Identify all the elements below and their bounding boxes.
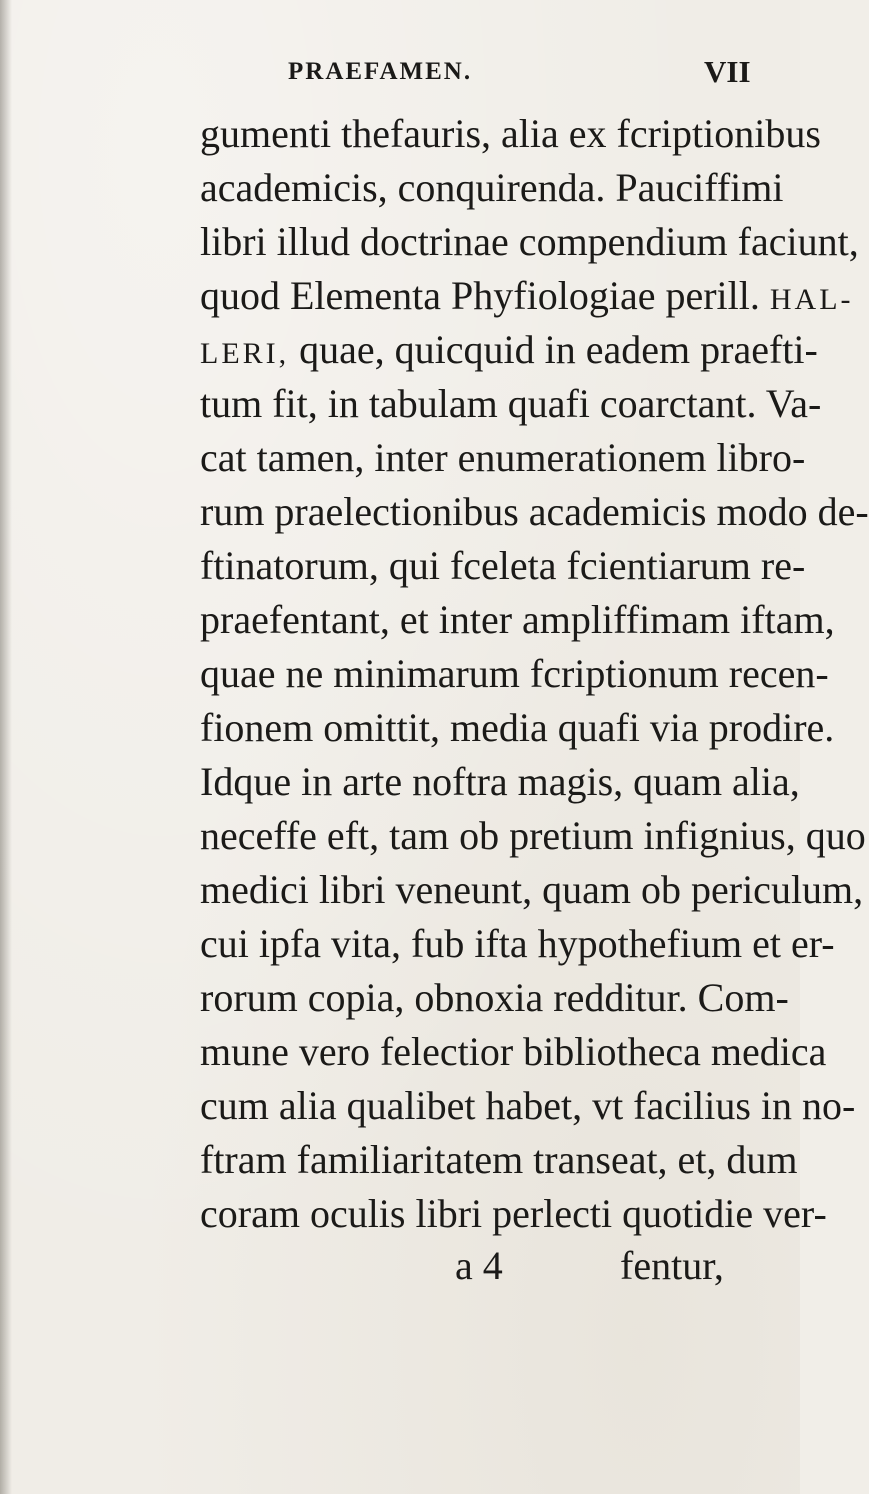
text-line-16: cui ipfa vita, fub ifta hypothefium et er- bbox=[200, 921, 835, 966]
text-line-10: praefentant, et inter ampliffimam iftam, bbox=[200, 597, 835, 642]
binding-shadow bbox=[0, 0, 12, 1494]
running-head-title: PRAEFAMEN. bbox=[288, 58, 473, 85]
catchword: fentur, bbox=[620, 1243, 724, 1288]
text-line-12: fionem omittit, media quafi via prodire. bbox=[200, 705, 835, 750]
text-line-4 bbox=[200, 272, 854, 324]
smallcaps-leri: LERI, bbox=[200, 337, 290, 370]
text-line-18: mune vero felectior bibliotheca medica bbox=[200, 1029, 827, 1074]
text-line-13: Idque in arte noftra magis, quam alia, bbox=[200, 759, 800, 804]
signature-mark: a 4 bbox=[455, 1243, 503, 1288]
text-line-20: ftram familiaritatem transeat, et, dum bbox=[200, 1137, 798, 1182]
text-line-3: libri illud doctrinae compendium faciunt, bbox=[200, 219, 859, 264]
text-line-21: coram oculis libri perlecti quotidie ver- bbox=[200, 1191, 827, 1236]
text-line-5 bbox=[200, 326, 818, 378]
text-line-19: cum alia qualibet habet, vt facilius in no- bbox=[200, 1083, 856, 1128]
text-line-1: gumenti thefauris, alia ex fcriptionibus bbox=[200, 111, 821, 156]
text-line-14: neceffe eft, tam ob pretium infignius, quo bbox=[200, 813, 866, 858]
text-line-11: quae ne minimarum fcriptionum recen- bbox=[200, 651, 829, 696]
running-head bbox=[0, 54, 800, 98]
smallcaps-hal: HAL- bbox=[769, 283, 854, 316]
text-line-15: medici libri veneunt, quam ob periculum, bbox=[200, 867, 864, 912]
text-line-17: rorum copia, obnoxia redditur. Com- bbox=[200, 975, 789, 1020]
text-line-7: cat tamen, inter enumerationem libro- bbox=[200, 435, 806, 480]
page-number: VII bbox=[704, 54, 751, 89]
text-line-6: tum fit, in tabulam quafi coarctant. Va- bbox=[200, 381, 822, 426]
text-line-9: ftinatorum, qui fceleta fcientiarum re- bbox=[200, 543, 806, 588]
text-line-2: academicis, conquirenda. Pauciffimi bbox=[200, 165, 784, 210]
text-line-5-main: quae, quicquid in eadem praefti- bbox=[299, 327, 818, 372]
text-line-4-main: quod Elementa Phyfiologiae perill. bbox=[200, 273, 770, 318]
text-line-8: rum praelectionibus academicis modo de- bbox=[200, 489, 869, 534]
